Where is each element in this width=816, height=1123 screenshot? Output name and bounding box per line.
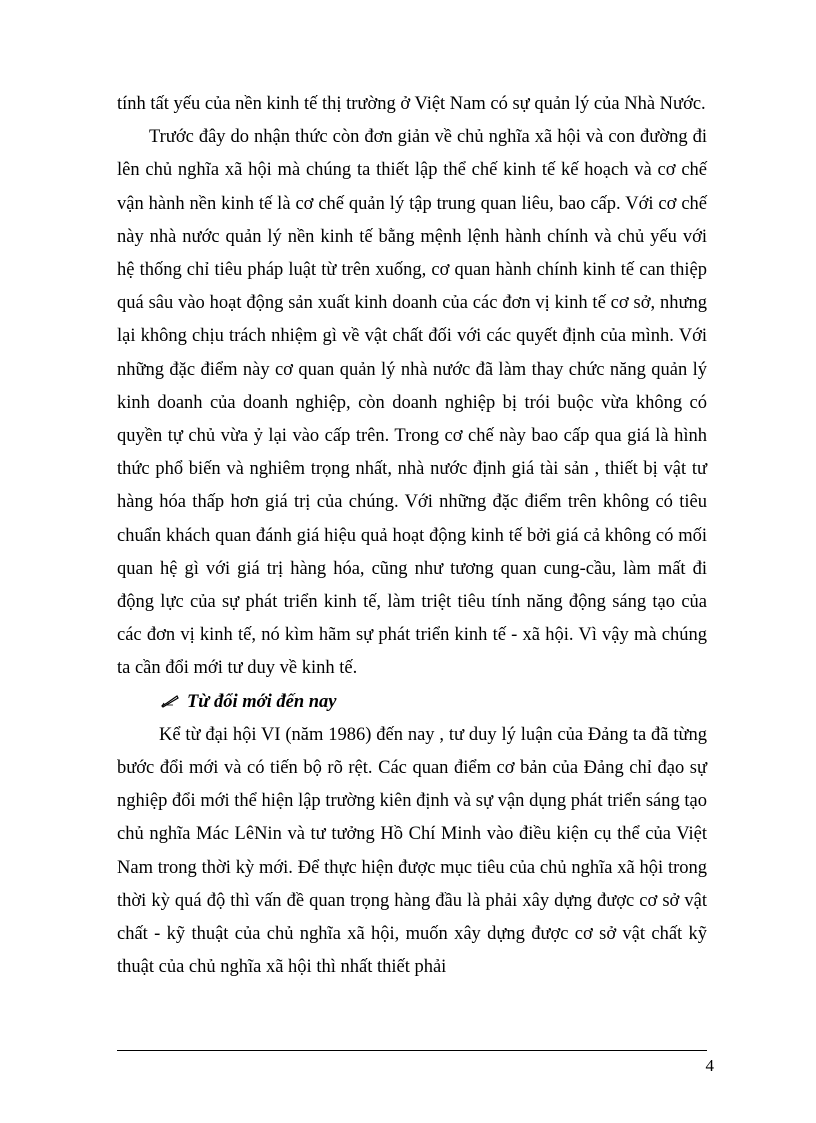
paragraph-continuation: tính tất yếu của nền kinh tế thị trường ở Việt Nam có sự quản lý của Nhà Nước. (117, 94, 706, 114)
paragraph-background: Trước đây do nhận thức còn đơn giản về chủ nghĩa xã hội và con đường đi lên chủ nghĩa xã hội mà chúng ta thiết lập thể chế kinh tế kế hoạch và cơ chế vận hành nền kinh tế là cơ chế quản lý tập trung quan liêu, bao cấp. Với cơ chế này nhà nước quản lý nền kinh tế bằng mệnh lệnh hành chính và chủ yếu với hệ thống chỉ tiêu pháp luật từ trên xuống, cơ quan hành chính kinh tế can thiệp quá sâu vào hoạt động sản xuất kinh doanh của các đơn vị kinh tế cơ sở, nhưng lại không chịu trách nhiệm gì về vật chất đối với các quyết định của mình. Với những đặc điểm này cơ quan quản lý nhà nước đã làm thay chức năng quản lý kinh doanh của doanh nghiệp, còn doanh nghiệp bị trói buộc vừa không có quyền tự chủ vừa ỷ lại vào cấp trên. Trong cơ chế này bao cấp qua giá là hình thức phổ biến và nghiêm trọng nhất, nhà nước định giá tài sản , thiết bị vật tư hàng hóa thấp hơn giá trị của chúng. Với những đặc điểm trên không có tiêu chuẩn khách quan đánh giá hiệu quả hoạt động kinh tế bởi giá cả không có mối quan hệ gì với giá trị hàng hóa, cũng như tương quan cung-cầu, làm mất đi động lực của sự phát triển kinh tế, làm triệt tiêu tính năng động sáng tạo của các đơn vị kinh tế, nó kìm hãm sự phát triển kinh tế - xã hội. Vì vậy mà chúng ta cần đổi mới tư duy về kinh tế. (117, 127, 707, 679)
page-number: 4 (705, 1056, 714, 1075)
writing-hand-icon (161, 694, 179, 708)
document-body (117, 88, 707, 984)
footer-divider (117, 1050, 707, 1051)
section-heading (117, 686, 707, 719)
paragraph-since-reform: Kể từ đại hội VI (năm 1986) đến nay , tư duy lý luận của Đảng ta đã từng bước đổi mới và có tiến bộ rõ rệt. Các quan điểm cơ bản của Đảng chỉ đạo sự nghiệp đổi mới thể hiện lập trường kiên định và sự vận dụng phát triển sáng tạo chủ nghĩa Mác LêNin và tư tưởng Hồ Chí Minh vào điều kiện cụ thể của Việt Nam trong thời kỳ mới. Để thực hiện được mục tiêu của chủ nghĩa xã hội trong thời kỳ quá độ thì vấn đề quan trọng hàng đầu là phải xây dựng được cơ sở vật chất - kỹ thuật của chủ nghĩa xã hội, muốn xây dựng được cơ sở vật chất kỹ thuật của chủ nghĩa xã hội thì nhất thiết phải (117, 724, 707, 978)
section-heading-text: Từ đổi mới đến nay (187, 691, 337, 712)
